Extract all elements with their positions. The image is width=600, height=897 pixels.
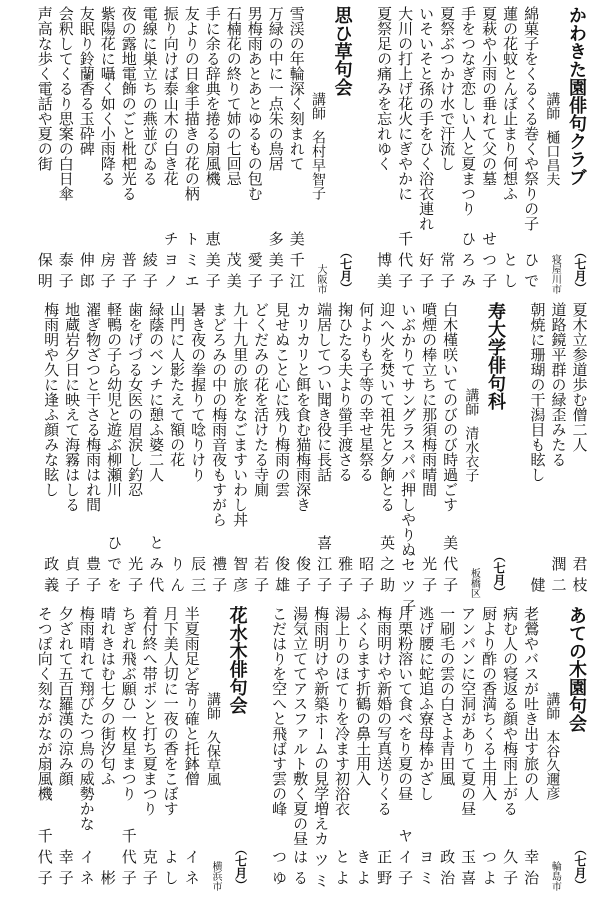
haiku-verse <box>146 302 167 598</box>
haiku-verse <box>188 302 209 598</box>
haiku-verse <box>55 6 76 294</box>
haiku-author: 豊子 <box>84 556 103 598</box>
club-location: 寝屋川市 <box>549 254 561 294</box>
haiku-verse <box>62 302 83 598</box>
haiku-text: 紫陽花に囁く如く小雨降る <box>98 6 117 186</box>
haiku-verse <box>377 302 398 598</box>
haiku-verse <box>500 606 521 891</box>
haiku-verse <box>398 302 419 620</box>
haiku-author: せつ子 <box>480 231 499 294</box>
haiku-author: 君枝 <box>570 556 589 598</box>
block-gap <box>356 6 374 294</box>
haiku-verse <box>437 606 458 891</box>
club-title <box>328 6 356 294</box>
haiku-author: トミエ <box>182 231 201 294</box>
haiku-text: ふくらます折鶴の鼻土用入 <box>354 606 373 786</box>
haiku-text: 夏祭ぶつかけ水で汗流し <box>438 6 457 171</box>
haiku-verse <box>521 6 542 294</box>
haiku-author: とし <box>501 252 520 294</box>
haiku-verse <box>83 302 104 598</box>
haiku-text: いそいそと孫の手をひく浴衣連れ <box>417 6 436 231</box>
haiku-text: 夜の露地電飾のごと枇杷光る <box>119 6 138 201</box>
haiku-author: 智彦 <box>231 556 250 598</box>
haiku-verse <box>244 6 265 294</box>
haiku-verse <box>181 6 202 294</box>
haiku-verse <box>479 606 500 891</box>
lecturer-label: 講師 <box>463 388 480 416</box>
haiku-author: 俊子 <box>294 556 313 598</box>
lecturer <box>204 606 221 786</box>
haiku-author: 貞子 <box>63 556 82 598</box>
haiku-text: 山門に人影たえて額の花 <box>168 302 187 467</box>
haiku-text: 老鶯やバスが吐き出す旅の人 <box>522 606 541 801</box>
lecturer-name: 清水衣子 <box>463 426 480 482</box>
haiku-verse <box>272 302 293 598</box>
haiku-club-block <box>41 302 509 620</box>
haiku-verse <box>167 302 188 598</box>
haiku-text: 梅雨明や久に逢ふ顔みな眩し <box>42 302 61 497</box>
haiku-text: 湯上りのほてりを冷ます初浴衣 <box>333 606 352 816</box>
haiku-author: はる <box>291 849 310 891</box>
haiku-verse <box>160 6 181 294</box>
haiku-verse <box>265 6 286 294</box>
haiku-text: 着付終へ帯ポンと打ち夏まつり <box>140 606 159 816</box>
lecturer-name: 久保草風 <box>205 730 222 786</box>
haiku-text: 綿菓子をくるくる巻くや祭りの子 <box>522 6 541 231</box>
haiku-author: 玉喜 <box>459 849 478 891</box>
haiku-text: 緑蔭のベンチに憩ふ婆二人 <box>147 302 166 482</box>
haiku-author: 健 <box>528 577 547 598</box>
haiku-text: 濯ぎ物ざつと干さる梅雨はれ間 <box>84 302 103 512</box>
haiku-text: 軽鴨の子ら幼児と遊ぶ柳瀬川 <box>105 302 124 497</box>
haiku-author: 幸治 <box>522 849 541 891</box>
haiku-author: 常子 <box>438 252 457 294</box>
club-title <box>481 302 509 598</box>
lecturer-line <box>307 6 328 294</box>
haiku-verse <box>230 302 251 598</box>
haiku-verse <box>335 302 356 598</box>
haiku-verse <box>223 6 244 294</box>
club-name: あての木園句会 <box>566 606 587 732</box>
haiku-author: 千代子 <box>35 828 54 891</box>
haiku-text: どくだみの花を活けたる寺廁 <box>252 302 271 497</box>
haiku-verse <box>251 302 272 598</box>
haiku-text: 梅雨晴れて翔びたつ鳥の威勢かな <box>77 606 96 831</box>
haiku-author: イネ <box>77 849 96 891</box>
haiku-verse <box>479 6 500 294</box>
block-gap <box>509 302 527 598</box>
haiku-text: 九十九里の旅をなごますいわし丼 <box>231 302 250 527</box>
haiku-verse <box>41 302 62 598</box>
haiku-verse <box>458 606 479 891</box>
haiku-author: 好子 <box>417 252 436 294</box>
haiku-verse <box>293 302 314 598</box>
haiku-verse <box>500 6 521 294</box>
haiku-author: 英之助 <box>378 535 397 598</box>
haiku-text: まどろみの中の梅雨音夜もすがら <box>210 302 229 527</box>
haiku-author: 克子 <box>140 849 159 891</box>
club-month: （七月） <box>233 843 248 891</box>
haiku-author: とよ <box>333 849 352 891</box>
haiku-author: 若子 <box>252 556 271 598</box>
lecturer-line <box>542 606 563 891</box>
haiku-text: 歯をげづる女医の眉涙し釣忍 <box>126 302 145 497</box>
haiku-verse <box>118 6 139 294</box>
club-title <box>562 6 590 294</box>
haiku-author: 多美子 <box>266 231 285 294</box>
haiku-author: 辰三 <box>189 556 208 598</box>
haiku-text: ちぎれ飛ぶ願ひ一枚星まつり <box>119 606 138 801</box>
haiku-verse <box>311 606 332 894</box>
haiku-text: 振り向けば泰山木の白き花 <box>161 6 180 186</box>
haiku-author: りん <box>168 556 187 598</box>
haiku-author: 正野 <box>375 849 394 891</box>
haiku-author: きよ <box>354 849 373 891</box>
haiku-club-block <box>34 6 355 294</box>
tier-bottom <box>10 606 590 894</box>
haiku-verse <box>104 302 125 598</box>
haiku-author: 博美 <box>375 252 394 294</box>
haiku-author: チヨノ <box>161 231 180 294</box>
club-name: 寿大学俳句科 <box>485 302 506 410</box>
club-header <box>307 6 355 294</box>
haiku-author: ひでを <box>105 535 124 598</box>
haiku-verse <box>160 606 181 891</box>
haiku-author: 茂美 <box>224 252 243 294</box>
haiku-author: つよ <box>480 849 499 891</box>
haiku-text: 石楠花の終りて姉の七回忌 <box>224 6 243 186</box>
haiku-text: 蓮の花蚊とんぼ止まり何想ふ <box>501 6 520 201</box>
haiku-text: 夏木立参道歩む僧二人 <box>570 302 589 452</box>
haiku-text: 男梅雨あとあとゆるもの包む <box>245 6 264 201</box>
haiku-author: よし <box>161 849 180 891</box>
haiku-text: 湯気立ててアスファルト敷く夏の昼 <box>291 606 310 846</box>
haiku-verse <box>356 302 377 598</box>
haiku-author: 幸子 <box>56 849 75 891</box>
tier-top <box>10 6 590 294</box>
haiku-text: 晴れきはむ七夕の街汐匂ふ <box>98 606 117 786</box>
haiku-verse <box>76 606 97 891</box>
haiku-club-block <box>34 606 250 891</box>
haiku-text: 噴煙の棒立ちに那須梅雨晴間 <box>420 302 439 497</box>
lecturer-label: 講師 <box>544 92 561 120</box>
haiku-verse <box>55 606 76 891</box>
club-name: かわきた園俳句クラブ <box>566 6 587 186</box>
haiku-author: 恵美子 <box>203 231 222 294</box>
haiku-verse <box>202 6 223 294</box>
haiku-author: 昭子 <box>357 556 376 598</box>
haiku-author: 千代子 <box>119 828 138 891</box>
club-location: 板橋区 <box>468 568 480 598</box>
haiku-verse <box>332 606 353 891</box>
lecturer-name: 名村早智子 <box>310 130 327 200</box>
club-header <box>542 606 590 891</box>
haiku-text: 道路鏡平群の緑歪みたる <box>549 302 568 467</box>
haiku-text: 会釈してくるり思案の白日傘 <box>56 6 75 201</box>
haiku-author: 彬 <box>98 870 117 891</box>
haiku-verse <box>118 606 139 891</box>
haiku-author: ヨミ <box>417 849 436 891</box>
haiku-author: イネ <box>182 849 201 891</box>
haiku-text: カリカリと餌を食む猫梅雨深き <box>294 302 313 512</box>
haiku-text: 掬ひたる夫より螢手渡さる <box>336 302 355 482</box>
haiku-author: 普子 <box>119 252 138 294</box>
haiku-text: 朝焼に珊瑚の干潟目も眩し <box>528 302 547 482</box>
lecturer-label: 講師 <box>310 92 327 120</box>
haiku-text: 雪渓の年輪深く刻まれて <box>287 6 306 171</box>
haiku-verse <box>314 302 335 598</box>
haiku-text: 見せぬこと心に残り梅雨の雲 <box>273 302 292 497</box>
haiku-author: 美千江 <box>287 231 306 294</box>
lecturer-label: 講師 <box>544 692 561 720</box>
club-name: 花水木俳句会 <box>226 606 248 714</box>
club-title <box>223 606 251 891</box>
haiku-text: 手をつなぎ恋しい人と夏まつり <box>459 6 478 216</box>
haiku-text: アンパンに空洞がありて夏の昼 <box>459 606 478 816</box>
haiku-verse <box>395 6 416 294</box>
haiku-verse <box>527 302 548 598</box>
haiku-verse <box>209 302 230 598</box>
club-month: （七月） <box>492 550 506 598</box>
haiku-text: 友眠り鈴蘭香る玉砕碑 <box>77 6 96 156</box>
haiku-verse <box>353 606 374 891</box>
haiku-author: 俊雄 <box>273 556 292 598</box>
lecturer <box>309 6 326 200</box>
club-title <box>562 606 590 891</box>
club-location: 大阪市 <box>315 264 327 294</box>
club-month: （七月） <box>573 246 587 294</box>
lecturer-line <box>202 606 223 891</box>
haiku-verse <box>139 606 160 891</box>
haiku-verse <box>374 606 395 891</box>
haiku-author: ひろみ <box>459 231 478 294</box>
lecturer-line <box>461 302 482 598</box>
haiku-verse <box>269 606 290 891</box>
haiku-text: 片栗粉溶いて食べをり夏の昼 <box>396 606 415 801</box>
haiku-text: 友よりの日傘手描きの花の柄 <box>182 6 201 201</box>
haiku-club-block <box>527 302 590 598</box>
haiku-author: 美代子 <box>441 535 460 598</box>
haiku-club-block <box>269 606 590 894</box>
lecturer-line <box>542 6 563 294</box>
haiku-author: 泰子 <box>56 252 75 294</box>
haiku-author: 政治 <box>438 849 457 891</box>
haiku-text: 迎へ火を焚いて祖先と夕餉とる <box>378 302 397 512</box>
haiku-author: 政義 <box>42 556 61 598</box>
haiku-author: カツミ <box>312 831 331 894</box>
haiku-text: 声高な歩く電話や夏の街 <box>35 6 54 171</box>
club-month: （七月） <box>338 246 353 294</box>
haiku-verse <box>569 302 590 598</box>
haiku-text: 電線に巣立ちの燕並びゐる <box>140 6 159 186</box>
haiku-text: 厨より酢の香満ちくる土用入 <box>480 606 499 801</box>
haiku-text: 白木槿咲いてのびのび時過ごす <box>441 302 460 512</box>
haiku-author: 光子 <box>126 556 145 598</box>
haiku-text: 夏祭足の痛みを忘れゆく <box>375 6 394 171</box>
haiku-author: つゆ <box>270 849 289 891</box>
lecturer-name: 本谷久邇彦 <box>544 730 561 800</box>
haiku-author: セツ子 <box>399 557 418 620</box>
haiku-text: 大川の打上げ花火にぎやかに <box>396 6 415 201</box>
haiku-verse <box>416 6 437 294</box>
haiku-verse <box>548 302 569 598</box>
haiku-author: 伸郎 <box>77 252 96 294</box>
haiku-text: 何よりも子等の幸せ星祭る <box>357 302 376 482</box>
haiku-text: 半夏雨足ど寄り確と托鉢僧 <box>182 606 201 786</box>
haiku-verse <box>181 606 202 891</box>
haiku-author: 潤二 <box>549 556 568 598</box>
club-header <box>461 302 509 598</box>
club-header <box>202 606 250 891</box>
haiku-text: 夕ざれて五百羅漢の涼み顔 <box>56 606 75 786</box>
club-location: 輪島市 <box>549 861 561 891</box>
haiku-verse <box>139 6 160 294</box>
haiku-verse <box>521 606 542 891</box>
haiku-text: いぶかりてサングラスパパ押しやりぬ <box>399 302 418 557</box>
haiku-verse <box>34 6 55 294</box>
haiku-author: ひで <box>522 252 541 294</box>
haiku-text: 月下美人切に一夜の香をこぼす <box>161 606 180 816</box>
haiku-verse <box>97 6 118 294</box>
haiku-verse <box>97 606 118 891</box>
haiku-author: 喜江子 <box>315 535 334 598</box>
haiku-verse <box>416 606 437 891</box>
haiku-text: 病む人の寝返る顔や梅雨上がる <box>501 606 520 816</box>
haiku-text: 暑き夜の拳握りて唸りけり <box>189 302 208 482</box>
haiku-author: 光子 <box>420 556 439 598</box>
haiku-text: そつぽ向く刻ながなが扇風機 <box>35 606 54 801</box>
haiku-verse <box>440 302 461 598</box>
haiku-text: 地蔵岩夕日に映えて海霧はしる <box>63 302 82 512</box>
haiku-verse <box>374 6 395 294</box>
haiku-author: ヤイ子 <box>396 828 415 891</box>
haiku-author: 禮子 <box>210 556 229 598</box>
haiku-verse <box>76 6 97 294</box>
lecturer-name: 樋口昌夫 <box>544 130 561 186</box>
haiku-club-block <box>374 6 590 294</box>
haiku-verse <box>419 302 440 598</box>
lecturer-label: 講師 <box>205 692 222 720</box>
haiku-verse <box>458 6 479 294</box>
haiku-text: こだはりを空へと飛ばす雲の峰 <box>270 606 289 816</box>
haiku-author: 房子 <box>98 252 117 294</box>
block-gap <box>251 606 269 891</box>
haiku-author: 雅子 <box>336 556 355 598</box>
haiku-verse <box>437 6 458 294</box>
haiku-verse <box>286 6 307 294</box>
haiku-verse <box>395 606 416 891</box>
haiku-text: 手に余る辞典を捲る扇風機 <box>203 6 222 186</box>
haiku-verse <box>34 606 55 891</box>
haiku-author: 保明 <box>35 252 54 294</box>
haiku-author: 愛子 <box>245 252 264 294</box>
lecturer <box>463 302 480 482</box>
haiku-text: 一刷毛の雲の白さよ青田風 <box>438 606 457 786</box>
haiku-text: 万緑の中に一点朱の鳥居 <box>266 6 285 171</box>
club-name: 思ひ草句会 <box>331 6 353 96</box>
haiku-author: 久子 <box>501 849 520 891</box>
haiku-author: 千代子 <box>396 231 415 294</box>
lecturer <box>544 606 561 800</box>
haiku-text: 梅雨明けや新婚の写真送りくる <box>375 606 394 816</box>
club-month: （七月） <box>573 843 587 891</box>
haiku-text: 夏萩や小雨の垂れて父の墓 <box>480 6 499 186</box>
haiku-verse <box>290 606 311 891</box>
haiku-text: 逃げ腰に蛇追ふ寮母棒かざし <box>417 606 436 801</box>
club-location: 横浜市 <box>210 861 222 891</box>
haiku-author: 綾子 <box>140 252 159 294</box>
haiku-verse <box>125 302 146 598</box>
haiku-text: 端居してつい聞き役に長話 <box>315 302 334 482</box>
tier-middle <box>10 302 590 620</box>
club-header <box>542 6 590 294</box>
haiku-text: 梅雨明けや新築ホームの見学増え <box>312 606 331 831</box>
lecturer <box>544 6 561 186</box>
haiku-author: とみ代 <box>147 535 166 598</box>
